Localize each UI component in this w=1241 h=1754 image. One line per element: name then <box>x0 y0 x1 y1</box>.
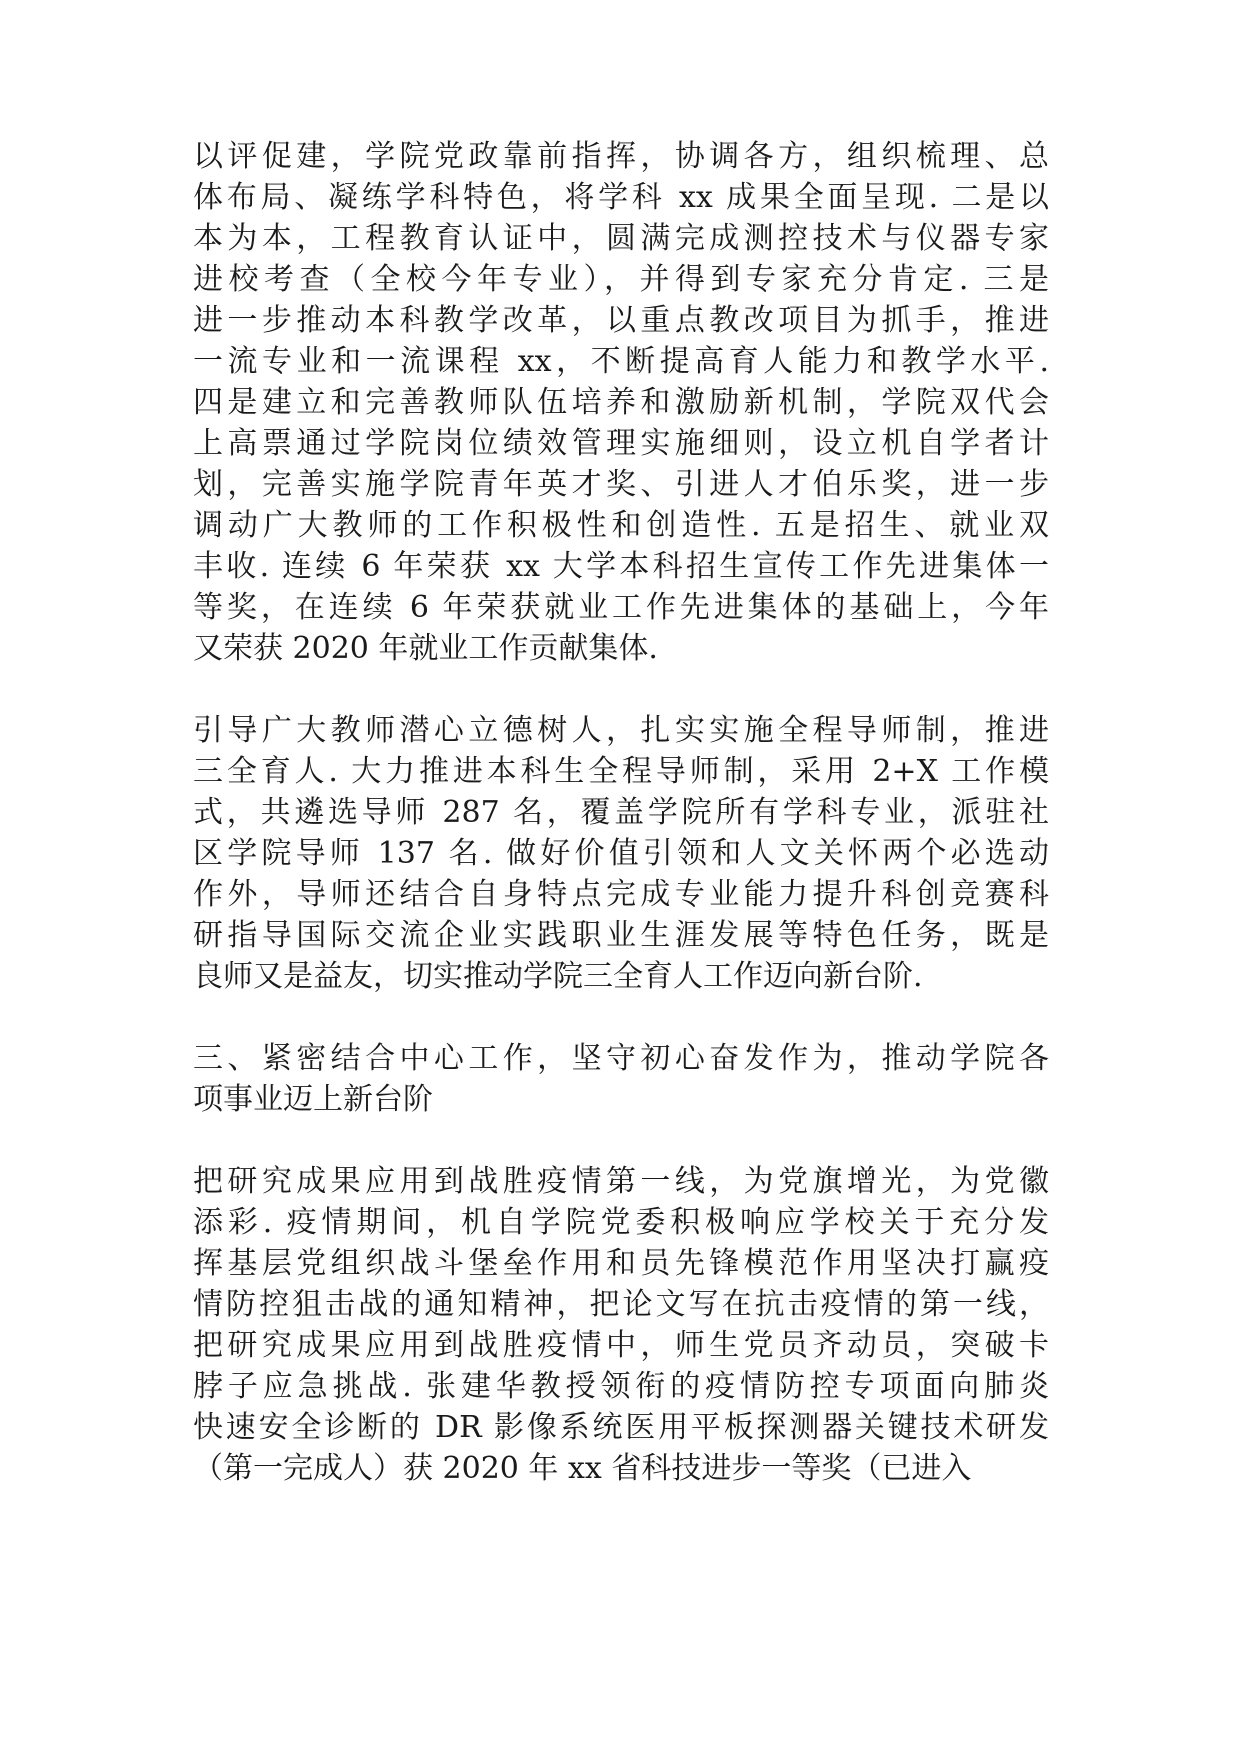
text-line: 良师又是益友，切实推动学院三全育人工作迈向新台阶. <box>193 959 923 994</box>
text-line: 划，完善实施学院青年英才奖、引进人才伯乐奖，进一步 <box>193 467 1049 502</box>
text-line: 快速安全诊断的 DR 影像系统医用平板探测器关键技术研发 <box>193 1410 1049 1445</box>
paragraph-spacer <box>193 1120 1049 1161</box>
text-line: 研指导国际交流企业实践职业生涯发展等特色任务，既是 <box>193 918 1049 953</box>
text-line: 进一步推动本科教学改革，以重点教改项目为抓手，推进 <box>193 303 1049 338</box>
text-line: 以评促建，学院党政靠前指挥，协调各方，组织梳理、总 <box>193 139 1049 174</box>
paragraph-3 <box>193 1161 1049 1489</box>
text-line: 区学院导师 137 名. 做好价值引领和人文关怀两个必选动 <box>193 836 1049 871</box>
text-line: 情防控狙击战的通知精神，把论文写在抗击疫情的第一线， <box>193 1287 1049 1322</box>
text-line: 把研究成果应用到战胜疫情第一线，为党旗增光，为党徽 <box>193 1164 1049 1199</box>
paragraph-spacer <box>193 997 1049 1038</box>
section-heading <box>193 1038 1049 1120</box>
text-line: 脖子应急挑战. 张建华教授领衔的疫情防控专项面向肺炎 <box>193 1369 1049 1404</box>
text-line: 体布局、凝练学科特色，将学科 xx 成果全面呈现. 二是以 <box>193 180 1049 215</box>
text-line: 四是建立和完善教师队伍培养和激励新机制，学院双代会 <box>193 385 1049 420</box>
text-line: 式，共遴选导师 287 名，覆盖学院所有学科专业，派驻社 <box>193 795 1049 830</box>
text-line: 进校考查（全校今年专业），并得到专家充分肯定. 三是 <box>193 262 1049 297</box>
paragraph-2 <box>193 710 1049 997</box>
text-line: 调动广大教师的工作积极性和创造性. 五是招生、就业双 <box>193 508 1049 543</box>
text-line: 把研究成果应用到战胜疫情中，师生党员齐动员，突破卡 <box>193 1328 1049 1363</box>
text-line: 等奖，在连续 6 年荣获就业工作先进集体的基础上，今年 <box>193 590 1049 625</box>
text-line: 挥基层党组织战斗堡垒作用和员先锋模范作用坚决打赢疫 <box>193 1246 1049 1281</box>
heading-line: 项事业迈上新台阶 <box>193 1082 433 1117</box>
text-line: 三全育人. 大力推进本科生全程导师制，采用 2+X 工作模 <box>193 754 1049 789</box>
paragraph-spacer <box>193 669 1049 710</box>
text-line: 引导广大教师潜心立德树人，扎实实施全程导师制，推进 <box>193 713 1049 748</box>
text-line: 添彩. 疫情期间，机自学院党委积极响应学校关于充分发 <box>193 1205 1049 1240</box>
text-line: 丰收. 连续 6 年荣获 xx 大学本科招生宣传工作先进集体一 <box>193 549 1049 584</box>
text-line: 又荣获 2020 年就业工作贡献集体. <box>193 631 658 666</box>
text-line: 作外，导师还结合自身特点完成专业能力提升科创竞赛科 <box>193 877 1049 912</box>
heading-line: 三、紧密结合中心工作，坚守初心奋发作为，推动学院各 <box>193 1041 1049 1076</box>
paragraph-1 <box>193 136 1049 669</box>
text-line: 一流专业和一流课程 xx，不断提高育人能力和教学水平. <box>193 344 1049 379</box>
text-line: 上高票通过学院岗位绩效管理实施细则，设立机自学者计 <box>193 426 1049 461</box>
text-line: （第一完成人）获 2020 年 xx 省科技进步一等奖（已进入 <box>193 1451 972 1486</box>
document-body <box>193 136 1049 1489</box>
text-line: 本为本，工程教育认证中，圆满完成测控技术与仪器专家 <box>193 221 1049 256</box>
